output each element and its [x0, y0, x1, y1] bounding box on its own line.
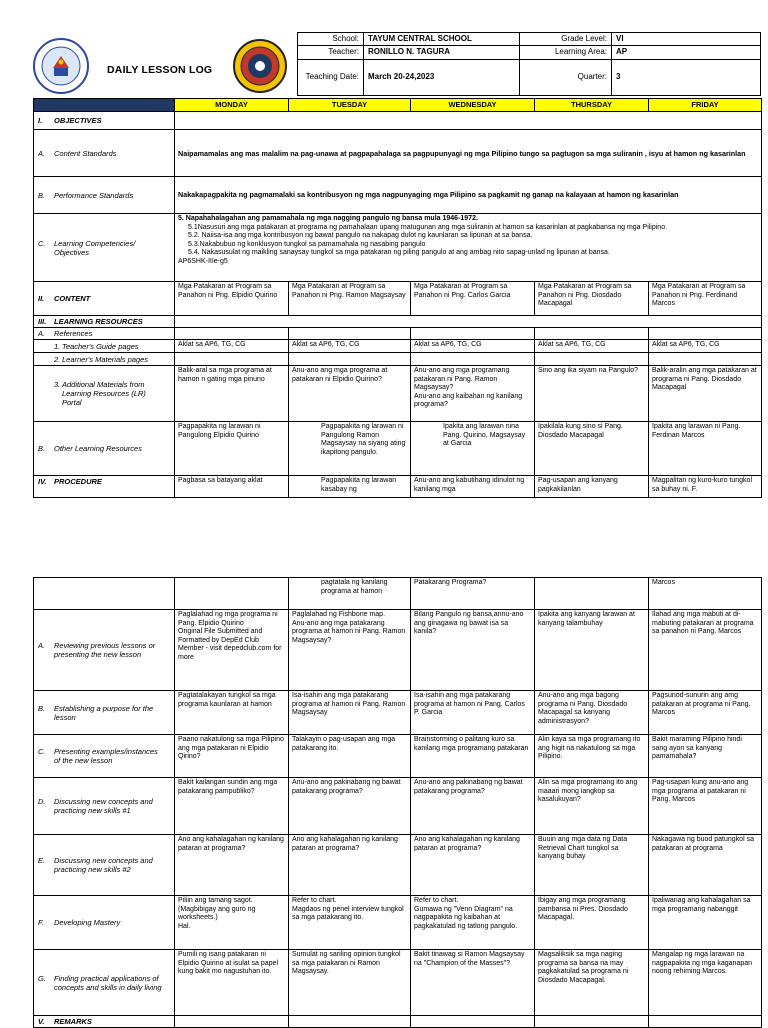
discussing2-thursday: Buuin ang mga data ng Data Retrieval Chart tungkol sa kanyang buhay — [535, 835, 649, 896]
procedure-wednesday: Anu-ano ang kabutihang idinulot ng kanilang mga — [411, 476, 535, 498]
references-monday — [175, 328, 289, 340]
applications-friday: Mangalap ng mga larawan na nagpapakita ng mga kaganapan noong rehiming Marcos. — [649, 950, 762, 1016]
presenting-friday: Bakit maraming Pilipino hindi sang ayon sa kanyang pamamahala? — [649, 735, 762, 778]
day-header-wednesday: WEDNESDAY — [411, 99, 535, 112]
discussing1-thursday: Alin sa mga programang ito ang maaari mong iangkop sa kasalukuyan? — [535, 778, 649, 835]
additional-friday: Balik-aralin ang mga patakaran at programa ni Pang. Diosdado Macapagal — [649, 366, 762, 422]
header-info-table — [297, 32, 761, 96]
label-other-resources: B. Other Learning Resources — [34, 422, 175, 476]
day-header-thursday: THURSDAY — [535, 99, 649, 112]
presenting-thursday: Alin kaya sa mga programang ito ang higit na nakatulong sa mga Pilipino. — [535, 735, 649, 778]
applications-monday: Pumili ng isang patakaran ni Elpidio Quirino at isulat sa papel kung bakit mo nagustuhan ito. — [175, 950, 289, 1016]
other-tuesday: Pagpapakita ng larawan ni Pangulong Ramon Magsaysay na siyang ating ikapitong pangulo. — [289, 422, 411, 476]
applications-thursday: Magsaliksik sa mga naging programa sa bansa na may pagkakatulad sa programa ni Diosdado Macapagal. — [535, 950, 649, 1016]
learning-competencies-text: 5. Napahahalagahan ang pamamahala ng mga nagging pangulo ng bansa mula 1946-1972. 5.1Nasusuri ang mga patakaran at programa ng pamahalaan upang matugunan ang mga suliranin at hamon sa kasarinlan at pagkabansa ng mga Pilipino. 5.2. Naiisa-isa ang mga kontribusyon ng bawat pangulo na nakapag dulot ng kaunlaran sa lipunan at sa bansa. 5.3.Nakabubuo ng konklusyon tungkol sa pamamahala ng nasabing pangulo 5.4. Nakasusulat ng maikling sanaysay tungkol sa mga patakaran ng piling pangulo at ang ambag nito sapag-unlad ng lipunan at bansa. AP6SHK-IIIe-g5 — [175, 214, 762, 282]
additional-thursday: Sino ang ika siyam na Pangulo? — [535, 366, 649, 422]
lesson-log-table-page-2 — [33, 577, 762, 1028]
remarks-thursday — [535, 1016, 649, 1028]
teaching-date-label: Teaching Date: — [298, 60, 364, 96]
tg-monday: Aklat sa AP6, TG, CG — [175, 340, 289, 353]
quarter-label: Quarter: — [520, 60, 612, 96]
label-presenting: C. Presenting examples/instances of the new lesson — [34, 735, 175, 778]
remarks-friday — [649, 1016, 762, 1028]
section-remarks: V. REMARKS — [34, 1016, 175, 1028]
presenting-monday: Paano nakatulong sa mga Pilipino ang mga patakaran ni Elpidio Qirino? — [175, 735, 289, 778]
reviewing-monday: Paglalahad ng mga programa ni Pang. Elpidio Quirino Original File Submitted and Formatted by DepEd Club Member - visit depedclub.com for more — [175, 610, 289, 691]
content-thursday: Mga Patakaran at Program sa Panahon ni Png. Diosdado Macapagal — [535, 282, 649, 316]
learning-area-label: Learning Area: — [520, 46, 612, 60]
day-header-friday: FRIDAY — [649, 99, 762, 112]
label-additional-materials: 3. Additional Materials from Learning Resources (LR) Portal — [34, 366, 175, 422]
label-learners-materials: 2. Learner's Materials pages — [34, 353, 175, 366]
label-reviewing: A. Reviewing previous lessons or presenting the new lesson — [34, 610, 175, 691]
cont-label — [34, 578, 175, 610]
remarks-wednesday — [411, 1016, 535, 1028]
references-friday — [649, 328, 762, 340]
section-learning-resources: III. LEARNING RESOURCES — [34, 316, 175, 328]
label-performance-standards: B. Performance Standards — [34, 177, 175, 214]
references-thursday — [535, 328, 649, 340]
section-procedure: IV. PROCEDURE — [34, 476, 175, 498]
school-label: School: — [298, 33, 364, 46]
cont-wednesday: Patakarang Programa? — [411, 578, 535, 610]
mastery-tuesday: Refer to chart. Magdaos ng penel interview tungkol sa mga patakarang ito. — [289, 896, 411, 950]
other-monday: Pagpapakita ng larawan ni Pangulong Elpidio Quirino — [175, 422, 289, 476]
label-establishing: B. Establishing a purpose for the lesson — [34, 691, 175, 735]
tg-tuesday: Aklat sa AP6, TG, CG — [289, 340, 411, 353]
presenting-wednesday: Brainstorming o palitang kuro sa kanilang mga programang patakaran — [411, 735, 535, 778]
discussing1-friday: Pag-usapan kung anu-ano ang mga programa at patakaran ni Pang. Marcos — [649, 778, 762, 835]
school-value: TAYUM CENTRAL SCHOOL — [364, 33, 520, 46]
label-discussing-1: D. Discussing new concepts and practicing new skills #1 — [34, 778, 175, 835]
procedure-friday: Magpalitan ng kuro-kuro tungkol sa buhay ni. F. — [649, 476, 762, 498]
mastery-monday: Piliin ang tamang sagot. (Magbibigay ang guro ng worksheets.) Hal. — [175, 896, 289, 950]
remarks-tuesday — [289, 1016, 411, 1028]
discussing2-friday: Nakagawa ng buod patungkol sa patakaran at programa — [649, 835, 762, 896]
reviewing-tuesday: Paglalahad ng Fishbone map. Anu-ano ang mga patakarang programa at hamon ni Pang. Ramon Magsaysay? — [289, 610, 411, 691]
teacher-label: Teacher: — [298, 46, 364, 60]
learning-area-value: AP — [612, 46, 761, 60]
cont-thursday — [535, 578, 649, 610]
establishing-tuesday: Isa-isahin ang mga patakarang programa at hamon ni Pang. Ramon Magsaysay — [289, 691, 411, 735]
discussing2-wednesday: Ano ang kahalagahan ng kanilang pataran at programa? — [411, 835, 535, 896]
applications-wednesday: Bakit tinawag si Ramon Magsaysay na "Champion of the Masses"? — [411, 950, 535, 1016]
establishing-wednesday: Isa-isahin ang mga patakarang programa at hamon ni Pang. Carlos P. Garcia — [411, 691, 535, 735]
procedure-monday: Pagbasa sa batayang aklat — [175, 476, 289, 498]
remarks-monday — [175, 1016, 289, 1028]
section-objectives: I. OBJECTIVES — [34, 112, 175, 130]
content-friday: Mga Patakaran at Program sa Panahon ni Png. Ferdinand Marcos — [649, 282, 762, 316]
tg-friday: Aklat sa AP6, TG, CG — [649, 340, 762, 353]
other-thursday: Ipakilala kung sino si Pang. Diosdado Macapagal — [535, 422, 649, 476]
cont-monday — [175, 578, 289, 610]
section-content: II. CONTENT — [34, 282, 175, 316]
procedure-thursday: Pag-usapan ang kanyang pagkakilanlan — [535, 476, 649, 498]
label-references: A. References — [34, 328, 175, 340]
reviewing-wednesday: Bilang Pangulo ng bansa,annu-ano ang ginagawa ng bawat isa sa kanila? — [411, 610, 535, 691]
discussing1-tuesday: Anu-ano ang pakinabang ng bawat patakarang programa? — [289, 778, 411, 835]
lm-tuesday — [289, 353, 411, 366]
discussing1-monday: Bakit kailangan sundin ang mga patakarang pampubliko? — [175, 778, 289, 835]
label-developing-mastery: F. Developing Mastery — [34, 896, 175, 950]
label-discussing-2: E. Discussing new concepts and practicing new skills #2 — [34, 835, 175, 896]
mastery-thursday: Ibigay ang mga programang pambansa ni Pres. Diosdado Macapagal. — [535, 896, 649, 950]
presenting-tuesday: Talakayin o pag-usapan ang mga patakarang ito. — [289, 735, 411, 778]
tg-wednesday: Aklat sa AP6, TG, CG — [411, 340, 535, 353]
discussing2-tuesday: Ano ang kahalagahan ng kanilang pataran at programa? — [289, 835, 411, 896]
teacher-value: RONILLO N. TAGURA — [364, 46, 520, 60]
grade-level-label: Grade Level: — [520, 33, 612, 46]
objectives-blank — [175, 112, 762, 130]
content-monday: Mga Patakaran at Program sa Panahon ni Png. Elpidio Quirino — [175, 282, 289, 316]
references-wednesday — [411, 328, 535, 340]
document-title: DAILY LESSON LOG — [107, 64, 213, 76]
other-friday: Ipakita ang larawan ni Pang. Ferdinan Marcos — [649, 422, 762, 476]
lm-wednesday — [411, 353, 535, 366]
label-learning-competencies: C. Learning Competencies/ Objectives — [34, 214, 175, 282]
content-standards-text: Naipamamalas ang mas malalim na pag-unawa at pagpapahalaga sa pagpupunyagi ng mga Pilipino tungo sa pagtugon sa mga suliranin , isyu at hamon ng kasarinlan — [175, 130, 762, 177]
teaching-date-value: March 20-24,2023 — [364, 60, 520, 96]
other-wednesday: Ipakita ang larawan nina Pang. Quirino, Magsaysay at Garcia — [411, 422, 535, 476]
additional-monday: Balik-aral sa mga programa at hamon n gating mga pinuno — [175, 366, 289, 422]
reviewing-thursday: Ipakita ang kanyang larawan at kanyang talambuhay — [535, 610, 649, 691]
establishing-friday: Pagsunod-sunurin ang amg patakaran at programa ni Pang. Marcos — [649, 691, 762, 735]
establishing-thursday: Anu-ano ang mga bagong programa ni Pang. Diosdado Macapagal sa kanyang administrasyon? — [535, 691, 649, 735]
cont-friday: Marcos — [649, 578, 762, 610]
learning-resources-blank — [175, 316, 762, 328]
lesson-log-table-page-1 — [33, 98, 762, 498]
references-tuesday — [289, 328, 411, 340]
label-content-standards: A. Content Standards — [34, 130, 175, 177]
discussing1-wednesday: Anu-ano ang pakinabang ng bawat patakarang programa? — [411, 778, 535, 835]
label-finding-applications: G. Finding practical applications of concepts and skills in daily living — [34, 950, 175, 1016]
grade-level-value: VI — [612, 33, 761, 46]
establishing-monday: Pagtatalakayan tungkol sa mga programa kaunlaran at hamon — [175, 691, 289, 735]
content-wednesday: Mga Patakaran at Program sa Panahon ni Png. Carlos Garcia — [411, 282, 535, 316]
label-teachers-guide: 1. Teacher's Guide pages — [34, 340, 175, 353]
day-header-monday: MONDAY — [175, 99, 289, 112]
quarter-value: 3 — [612, 60, 761, 96]
procedure-tuesday: Pagpapakita ng larawan kasabay ng — [289, 476, 411, 498]
reviewing-friday: Ilahad ang mga mabuti at di-mabuting patakaran at programa sa panahon ni Pang. Marcos — [649, 610, 762, 691]
lm-thursday — [535, 353, 649, 366]
lm-monday — [175, 353, 289, 366]
additional-tuesday: Anu-ano ang mga programa at patakaran ni Elpidio Quirino? — [289, 366, 411, 422]
day-header-blank — [34, 99, 175, 112]
additional-wednesday: Anu-ano ang mga programang patakaran ni Pang. Ramon Magsaysay? Anu-ano ang kaibahan ng kanilang programa? — [411, 366, 535, 422]
deped-seal-logo — [33, 38, 89, 94]
performance-standards-text: Nakakapagpakita ng pagmamalaki sa kontribusyon ng mga nagpunyaging mga Pilipino sa pagkamit ng ganap na kalayaan at hamon ng kasarinlan — [175, 177, 762, 214]
school-seal-logo — [232, 38, 288, 94]
content-tuesday: Mga Patakaran at Program sa Panahon ni Png. Ramon Magsaysay — [289, 282, 411, 316]
tg-thursday: Aklat sa AP6, TG, CG — [535, 340, 649, 353]
discussing2-monday: Ano ang kahalagahan ng kanilang pataran at programa? — [175, 835, 289, 896]
cont-tuesday: pagtatala ng kanilang programa at hamon — [289, 578, 411, 610]
day-header-tuesday: TUESDAY — [289, 99, 411, 112]
mastery-wednesday: Refer to chart. Gumawa ng "Venn Diagram" na nagpapakita ng kaibahan at pagkakatulad ng tatlong pangulo. — [411, 896, 535, 950]
mastery-friday: Ipaliwanag ang kahalagahan sa mga programang nabanggit — [649, 896, 762, 950]
lm-friday — [649, 353, 762, 366]
applications-tuesday: Sumulat ng sariling opinion tungkol sa mga patakaran ni Ramon Magsaysay. — [289, 950, 411, 1016]
